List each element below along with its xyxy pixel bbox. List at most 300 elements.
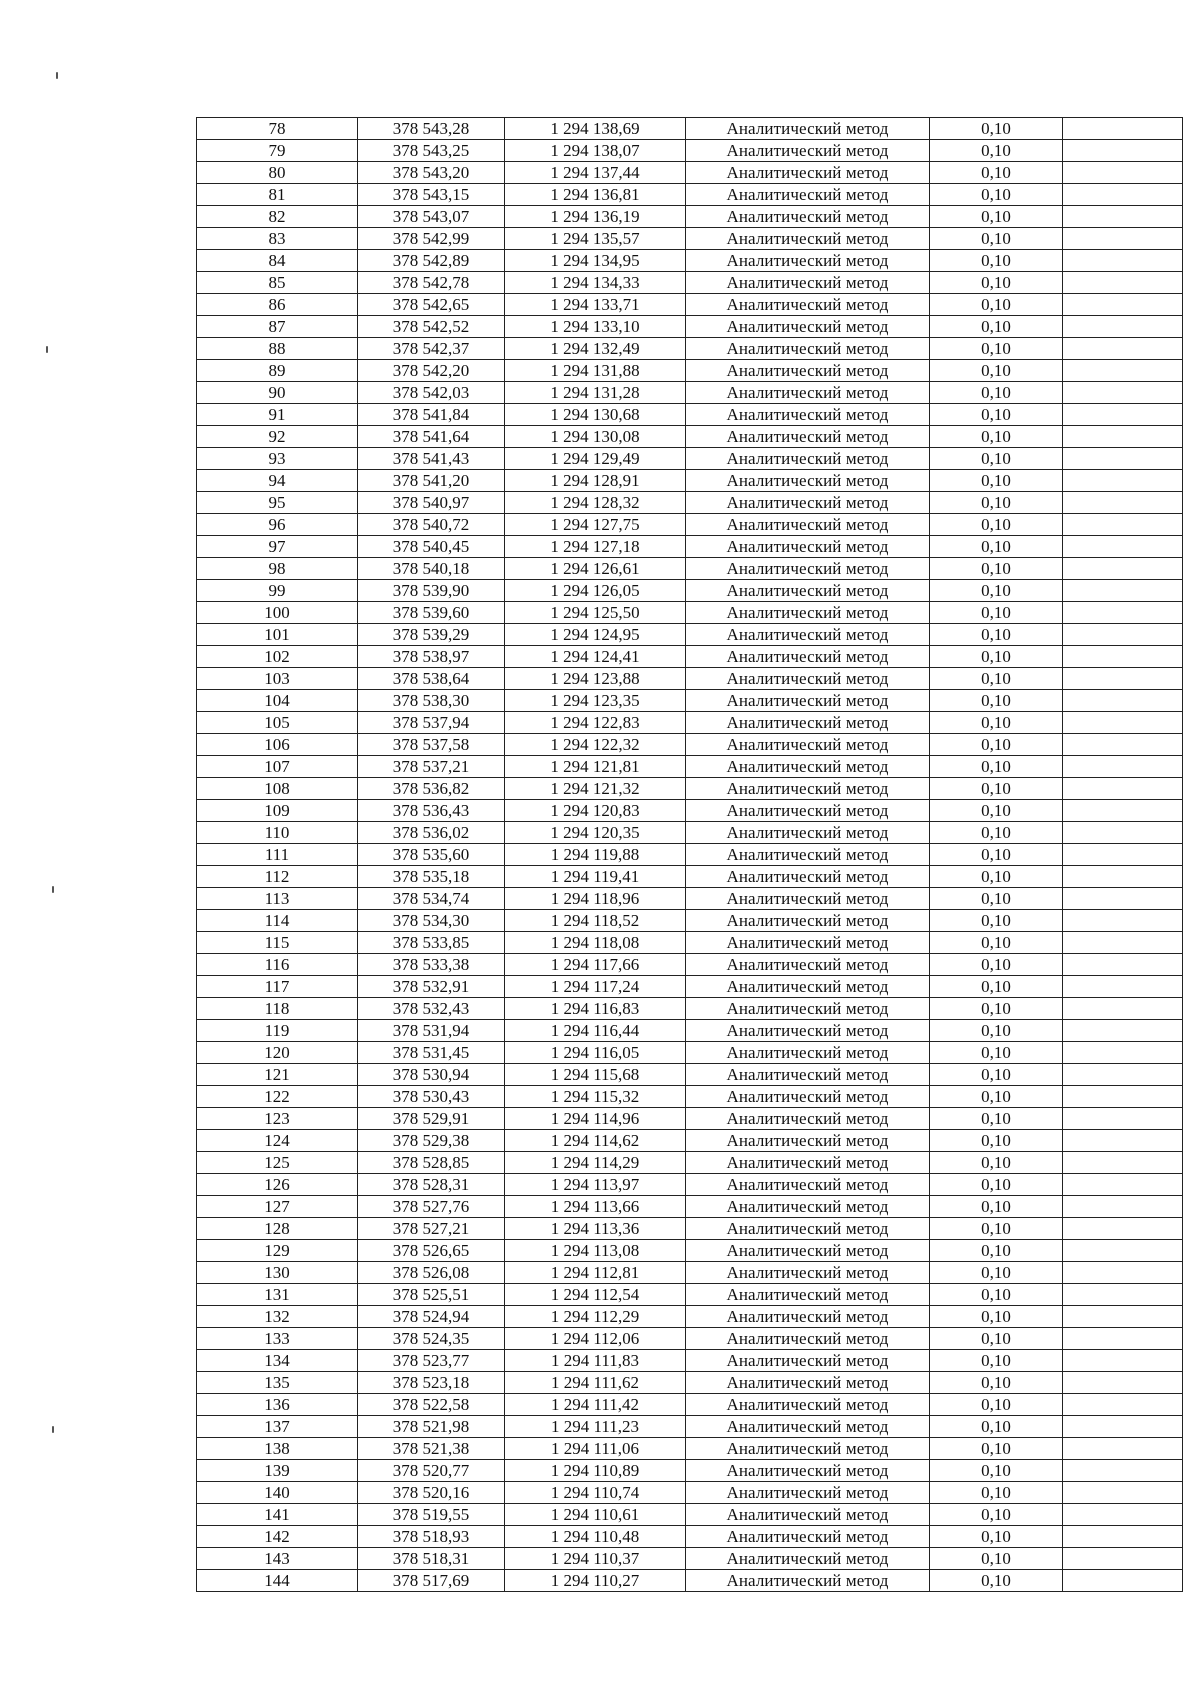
y-coordinate-cell: 1 294 118,96: [505, 888, 686, 910]
accuracy-cell: 0,10: [930, 1570, 1063, 1592]
accuracy-cell: 0,10: [930, 690, 1063, 712]
method-cell: Аналитический метод: [686, 910, 930, 932]
scan-mark: [52, 886, 54, 893]
empty-cell: [1063, 1328, 1183, 1350]
method-cell: Аналитический метод: [686, 646, 930, 668]
accuracy-cell: 0,10: [930, 272, 1063, 294]
empty-cell: [1063, 272, 1183, 294]
accuracy-cell: 0,10: [930, 294, 1063, 316]
x-coordinate-cell: 378 542,37: [358, 338, 505, 360]
point-number-cell: 91: [197, 404, 358, 426]
y-coordinate-cell: 1 294 122,32: [505, 734, 686, 756]
y-coordinate-cell: 1 294 129,49: [505, 448, 686, 470]
accuracy-cell: 0,10: [930, 250, 1063, 272]
accuracy-cell: 0,10: [930, 206, 1063, 228]
method-cell: Аналитический метод: [686, 338, 930, 360]
empty-cell: [1063, 184, 1183, 206]
empty-cell: [1063, 844, 1183, 866]
point-number-cell: 104: [197, 690, 358, 712]
accuracy-cell: 0,10: [930, 998, 1063, 1020]
empty-cell: [1063, 1064, 1183, 1086]
y-coordinate-cell: 1 294 124,41: [505, 646, 686, 668]
accuracy-cell: 0,10: [930, 888, 1063, 910]
method-cell: Аналитический метод: [686, 822, 930, 844]
x-coordinate-cell: 378 518,93: [358, 1526, 505, 1548]
y-coordinate-cell: 1 294 123,35: [505, 690, 686, 712]
x-coordinate-cell: 378 542,52: [358, 316, 505, 338]
table-row: [197, 646, 1183, 668]
empty-cell: [1063, 866, 1183, 888]
accuracy-cell: 0,10: [930, 1130, 1063, 1152]
y-coordinate-cell: 1 294 123,88: [505, 668, 686, 690]
method-cell: Аналитический метод: [686, 426, 930, 448]
accuracy-cell: 0,10: [930, 1394, 1063, 1416]
table-row: [197, 954, 1183, 976]
table-row: [197, 162, 1183, 184]
point-number-cell: 102: [197, 646, 358, 668]
empty-cell: [1063, 1262, 1183, 1284]
x-coordinate-cell: 378 531,94: [358, 1020, 505, 1042]
method-cell: Аналитический метод: [686, 1262, 930, 1284]
empty-cell: [1063, 404, 1183, 426]
method-cell: Аналитический метод: [686, 866, 930, 888]
accuracy-cell: 0,10: [930, 1416, 1063, 1438]
point-number-cell: 131: [197, 1284, 358, 1306]
x-coordinate-cell: 378 537,94: [358, 712, 505, 734]
point-number-cell: 123: [197, 1108, 358, 1130]
method-cell: Аналитический метод: [686, 1526, 930, 1548]
y-coordinate-cell: 1 294 110,89: [505, 1460, 686, 1482]
method-cell: Аналитический метод: [686, 954, 930, 976]
point-number-cell: 101: [197, 624, 358, 646]
accuracy-cell: 0,10: [930, 426, 1063, 448]
method-cell: Аналитический метод: [686, 800, 930, 822]
point-number-cell: 80: [197, 162, 358, 184]
method-cell: Аналитический метод: [686, 272, 930, 294]
point-number-cell: 133: [197, 1328, 358, 1350]
empty-cell: [1063, 1240, 1183, 1262]
x-coordinate-cell: 378 532,91: [358, 976, 505, 998]
accuracy-cell: 0,10: [930, 448, 1063, 470]
y-coordinate-cell: 1 294 119,88: [505, 844, 686, 866]
method-cell: Аналитический метод: [686, 316, 930, 338]
y-coordinate-cell: 1 294 128,32: [505, 492, 686, 514]
y-coordinate-cell: 1 294 130,68: [505, 404, 686, 426]
point-number-cell: 84: [197, 250, 358, 272]
point-number-cell: 85: [197, 272, 358, 294]
empty-cell: [1063, 1152, 1183, 1174]
table-row: [197, 1306, 1183, 1328]
point-number-cell: 142: [197, 1526, 358, 1548]
table-row: [197, 1064, 1183, 1086]
x-coordinate-cell: 378 517,69: [358, 1570, 505, 1592]
point-number-cell: 93: [197, 448, 358, 470]
accuracy-cell: 0,10: [930, 668, 1063, 690]
accuracy-cell: 0,10: [930, 338, 1063, 360]
table-row: [197, 1416, 1183, 1438]
method-cell: Аналитический метод: [686, 140, 930, 162]
point-number-cell: 103: [197, 668, 358, 690]
x-coordinate-cell: 378 522,58: [358, 1394, 505, 1416]
method-cell: Аналитический метод: [686, 1504, 930, 1526]
empty-cell: [1063, 162, 1183, 184]
point-number-cell: 96: [197, 514, 358, 536]
method-cell: Аналитический метод: [686, 778, 930, 800]
empty-cell: [1063, 1350, 1183, 1372]
table-row: [197, 778, 1183, 800]
accuracy-cell: 0,10: [930, 580, 1063, 602]
empty-cell: [1063, 558, 1183, 580]
empty-cell: [1063, 470, 1183, 492]
accuracy-cell: 0,10: [930, 140, 1063, 162]
x-coordinate-cell: 378 533,85: [358, 932, 505, 954]
table-row: [197, 448, 1183, 470]
empty-cell: [1063, 1460, 1183, 1482]
point-number-cell: 114: [197, 910, 358, 932]
y-coordinate-cell: 1 294 110,74: [505, 1482, 686, 1504]
y-coordinate-cell: 1 294 121,32: [505, 778, 686, 800]
accuracy-cell: 0,10: [930, 910, 1063, 932]
scan-mark: [56, 72, 58, 79]
empty-cell: [1063, 338, 1183, 360]
x-coordinate-cell: 378 521,98: [358, 1416, 505, 1438]
accuracy-cell: 0,10: [930, 360, 1063, 382]
method-cell: Аналитический метод: [686, 1570, 930, 1592]
y-coordinate-cell: 1 294 113,97: [505, 1174, 686, 1196]
x-coordinate-cell: 378 539,29: [358, 624, 505, 646]
method-cell: Аналитический метод: [686, 734, 930, 756]
method-cell: Аналитический метод: [686, 184, 930, 206]
empty-cell: [1063, 800, 1183, 822]
table-row: [197, 1020, 1183, 1042]
method-cell: Аналитический метод: [686, 118, 930, 140]
point-number-cell: 110: [197, 822, 358, 844]
x-coordinate-cell: 378 530,43: [358, 1086, 505, 1108]
empty-cell: [1063, 1306, 1183, 1328]
x-coordinate-cell: 378 542,78: [358, 272, 505, 294]
accuracy-cell: 0,10: [930, 316, 1063, 338]
x-coordinate-cell: 378 542,89: [358, 250, 505, 272]
table-row: [197, 1086, 1183, 1108]
point-number-cell: 127: [197, 1196, 358, 1218]
accuracy-cell: 0,10: [930, 712, 1063, 734]
point-number-cell: 113: [197, 888, 358, 910]
x-coordinate-cell: 378 538,97: [358, 646, 505, 668]
x-coordinate-cell: 378 534,30: [358, 910, 505, 932]
table-row: [197, 800, 1183, 822]
x-coordinate-cell: 378 540,72: [358, 514, 505, 536]
y-coordinate-cell: 1 294 112,06: [505, 1328, 686, 1350]
empty-cell: [1063, 140, 1183, 162]
empty-cell: [1063, 1504, 1183, 1526]
method-cell: Аналитический метод: [686, 514, 930, 536]
x-coordinate-cell: 378 542,20: [358, 360, 505, 382]
accuracy-cell: 0,10: [930, 734, 1063, 756]
table-row: [197, 1240, 1183, 1262]
y-coordinate-cell: 1 294 114,62: [505, 1130, 686, 1152]
point-number-cell: 119: [197, 1020, 358, 1042]
table-row: [197, 514, 1183, 536]
table-row: [197, 1174, 1183, 1196]
accuracy-cell: 0,10: [930, 184, 1063, 206]
empty-cell: [1063, 1372, 1183, 1394]
y-coordinate-cell: 1 294 127,75: [505, 514, 686, 536]
table-row: [197, 1262, 1183, 1284]
x-coordinate-cell: 378 540,97: [358, 492, 505, 514]
y-coordinate-cell: 1 294 135,57: [505, 228, 686, 250]
method-cell: Аналитический метод: [686, 998, 930, 1020]
y-coordinate-cell: 1 294 117,66: [505, 954, 686, 976]
accuracy-cell: 0,10: [930, 866, 1063, 888]
method-cell: Аналитический метод: [686, 360, 930, 382]
point-number-cell: 128: [197, 1218, 358, 1240]
accuracy-cell: 0,10: [930, 624, 1063, 646]
method-cell: Аналитический метод: [686, 756, 930, 778]
empty-cell: [1063, 1482, 1183, 1504]
point-number-cell: 82: [197, 206, 358, 228]
x-coordinate-cell: 378 520,77: [358, 1460, 505, 1482]
point-number-cell: 129: [197, 1240, 358, 1262]
y-coordinate-cell: 1 294 116,44: [505, 1020, 686, 1042]
empty-cell: [1063, 976, 1183, 998]
point-number-cell: 81: [197, 184, 358, 206]
x-coordinate-cell: 378 527,21: [358, 1218, 505, 1240]
method-cell: Аналитический метод: [686, 1350, 930, 1372]
y-coordinate-cell: 1 294 115,68: [505, 1064, 686, 1086]
empty-cell: [1063, 954, 1183, 976]
point-number-cell: 124: [197, 1130, 358, 1152]
x-coordinate-cell: 378 530,94: [358, 1064, 505, 1086]
table-row: [197, 206, 1183, 228]
accuracy-cell: 0,10: [930, 1284, 1063, 1306]
method-cell: Аналитический метод: [686, 536, 930, 558]
method-cell: Аналитический метод: [686, 976, 930, 998]
y-coordinate-cell: 1 294 120,35: [505, 822, 686, 844]
empty-cell: [1063, 1526, 1183, 1548]
empty-cell: [1063, 734, 1183, 756]
empty-cell: [1063, 888, 1183, 910]
accuracy-cell: 0,10: [930, 558, 1063, 580]
x-coordinate-cell: 378 527,76: [358, 1196, 505, 1218]
x-coordinate-cell: 378 526,65: [358, 1240, 505, 1262]
y-coordinate-cell: 1 294 130,08: [505, 426, 686, 448]
y-coordinate-cell: 1 294 113,36: [505, 1218, 686, 1240]
table-row: [197, 602, 1183, 624]
table-row: [197, 404, 1183, 426]
method-cell: Аналитический метод: [686, 712, 930, 734]
y-coordinate-cell: 1 294 115,32: [505, 1086, 686, 1108]
accuracy-cell: 0,10: [930, 1306, 1063, 1328]
table-row: [197, 1196, 1183, 1218]
table-row: [197, 1438, 1183, 1460]
method-cell: Аналитический метод: [686, 1064, 930, 1086]
method-cell: Аналитический метод: [686, 888, 930, 910]
x-coordinate-cell: 378 534,74: [358, 888, 505, 910]
accuracy-cell: 0,10: [930, 404, 1063, 426]
method-cell: Аналитический метод: [686, 162, 930, 184]
y-coordinate-cell: 1 294 138,69: [505, 118, 686, 140]
method-cell: Аналитический метод: [686, 1218, 930, 1240]
x-coordinate-cell: 378 543,07: [358, 206, 505, 228]
empty-cell: [1063, 1020, 1183, 1042]
point-number-cell: 87: [197, 316, 358, 338]
method-cell: Аналитический метод: [686, 844, 930, 866]
empty-cell: [1063, 580, 1183, 602]
accuracy-cell: 0,10: [930, 1042, 1063, 1064]
method-cell: Аналитический метод: [686, 404, 930, 426]
x-coordinate-cell: 378 539,90: [358, 580, 505, 602]
x-coordinate-cell: 378 536,43: [358, 800, 505, 822]
point-number-cell: 136: [197, 1394, 358, 1416]
coordinates-table-body: [197, 118, 1183, 1592]
y-coordinate-cell: 1 294 111,42: [505, 1394, 686, 1416]
x-coordinate-cell: 378 542,65: [358, 294, 505, 316]
table-row: [197, 1218, 1183, 1240]
point-number-cell: 122: [197, 1086, 358, 1108]
empty-cell: [1063, 1416, 1183, 1438]
method-cell: Аналитический метод: [686, 228, 930, 250]
point-number-cell: 144: [197, 1570, 358, 1592]
y-coordinate-cell: 1 294 136,81: [505, 184, 686, 206]
empty-cell: [1063, 778, 1183, 800]
scan-mark: [46, 346, 48, 353]
y-coordinate-cell: 1 294 131,28: [505, 382, 686, 404]
table-row: [197, 1526, 1183, 1548]
accuracy-cell: 0,10: [930, 1108, 1063, 1130]
point-number-cell: 109: [197, 800, 358, 822]
table-row: [197, 536, 1183, 558]
table-row: [197, 140, 1183, 162]
method-cell: Аналитический метод: [686, 1020, 930, 1042]
x-coordinate-cell: 378 531,45: [358, 1042, 505, 1064]
point-number-cell: 126: [197, 1174, 358, 1196]
y-coordinate-cell: 1 294 112,29: [505, 1306, 686, 1328]
accuracy-cell: 0,10: [930, 118, 1063, 140]
x-coordinate-cell: 378 528,31: [358, 1174, 505, 1196]
x-coordinate-cell: 378 529,38: [358, 1130, 505, 1152]
method-cell: Аналитический метод: [686, 294, 930, 316]
method-cell: Аналитический метод: [686, 1482, 930, 1504]
empty-cell: [1063, 536, 1183, 558]
table-row: [197, 228, 1183, 250]
x-coordinate-cell: 378 523,77: [358, 1350, 505, 1372]
method-cell: Аналитический метод: [686, 206, 930, 228]
empty-cell: [1063, 382, 1183, 404]
method-cell: Аналитический метод: [686, 602, 930, 624]
x-coordinate-cell: 378 543,25: [358, 140, 505, 162]
table-row: [197, 976, 1183, 998]
empty-cell: [1063, 1438, 1183, 1460]
table-row: [197, 1504, 1183, 1526]
y-coordinate-cell: 1 294 122,83: [505, 712, 686, 734]
point-number-cell: 83: [197, 228, 358, 250]
y-coordinate-cell: 1 294 126,05: [505, 580, 686, 602]
x-coordinate-cell: 378 540,45: [358, 536, 505, 558]
x-coordinate-cell: 378 528,85: [358, 1152, 505, 1174]
x-coordinate-cell: 378 535,60: [358, 844, 505, 866]
x-coordinate-cell: 378 524,35: [358, 1328, 505, 1350]
point-number-cell: 112: [197, 866, 358, 888]
accuracy-cell: 0,10: [930, 1240, 1063, 1262]
empty-cell: [1063, 360, 1183, 382]
accuracy-cell: 0,10: [930, 382, 1063, 404]
accuracy-cell: 0,10: [930, 1218, 1063, 1240]
empty-cell: [1063, 998, 1183, 1020]
method-cell: Аналитический метод: [686, 470, 930, 492]
x-coordinate-cell: 378 533,38: [358, 954, 505, 976]
empty-cell: [1063, 1394, 1183, 1416]
point-number-cell: 111: [197, 844, 358, 866]
y-coordinate-cell: 1 294 113,08: [505, 1240, 686, 1262]
table-row: [197, 1460, 1183, 1482]
table-row: [197, 1372, 1183, 1394]
y-coordinate-cell: 1 294 116,83: [505, 998, 686, 1020]
y-coordinate-cell: 1 294 118,52: [505, 910, 686, 932]
empty-cell: [1063, 646, 1183, 668]
accuracy-cell: 0,10: [930, 1086, 1063, 1108]
accuracy-cell: 0,10: [930, 1350, 1063, 1372]
empty-cell: [1063, 316, 1183, 338]
y-coordinate-cell: 1 294 127,18: [505, 536, 686, 558]
point-number-cell: 99: [197, 580, 358, 602]
x-coordinate-cell: 378 536,02: [358, 822, 505, 844]
table-row: [197, 668, 1183, 690]
point-number-cell: 108: [197, 778, 358, 800]
empty-cell: [1063, 712, 1183, 734]
method-cell: Аналитический метод: [686, 1460, 930, 1482]
point-number-cell: 106: [197, 734, 358, 756]
empty-cell: [1063, 756, 1183, 778]
y-coordinate-cell: 1 294 131,88: [505, 360, 686, 382]
empty-cell: [1063, 118, 1183, 140]
y-coordinate-cell: 1 294 121,81: [505, 756, 686, 778]
x-coordinate-cell: 378 537,58: [358, 734, 505, 756]
empty-cell: [1063, 910, 1183, 932]
empty-cell: [1063, 602, 1183, 624]
y-coordinate-cell: 1 294 110,61: [505, 1504, 686, 1526]
method-cell: Аналитический метод: [686, 1152, 930, 1174]
empty-cell: [1063, 1548, 1183, 1570]
table-row: [197, 580, 1183, 602]
method-cell: Аналитический метод: [686, 1328, 930, 1350]
method-cell: Аналитический метод: [686, 382, 930, 404]
table-row: [197, 1548, 1183, 1570]
point-number-cell: 130: [197, 1262, 358, 1284]
table-row: [197, 1570, 1183, 1592]
point-number-cell: 88: [197, 338, 358, 360]
accuracy-cell: 0,10: [930, 228, 1063, 250]
point-number-cell: 138: [197, 1438, 358, 1460]
accuracy-cell: 0,10: [930, 1548, 1063, 1570]
table-row: [197, 426, 1183, 448]
point-number-cell: 92: [197, 426, 358, 448]
empty-cell: [1063, 1108, 1183, 1130]
x-coordinate-cell: 378 543,20: [358, 162, 505, 184]
point-number-cell: 120: [197, 1042, 358, 1064]
table-row: [197, 184, 1183, 206]
x-coordinate-cell: 378 521,38: [358, 1438, 505, 1460]
point-number-cell: 107: [197, 756, 358, 778]
x-coordinate-cell: 378 526,08: [358, 1262, 505, 1284]
x-coordinate-cell: 378 538,64: [358, 668, 505, 690]
empty-cell: [1063, 1570, 1183, 1592]
table-row: [197, 470, 1183, 492]
y-coordinate-cell: 1 294 110,27: [505, 1570, 686, 1592]
x-coordinate-cell: 378 518,31: [358, 1548, 505, 1570]
accuracy-cell: 0,10: [930, 1460, 1063, 1482]
point-number-cell: 132: [197, 1306, 358, 1328]
y-coordinate-cell: 1 294 138,07: [505, 140, 686, 162]
